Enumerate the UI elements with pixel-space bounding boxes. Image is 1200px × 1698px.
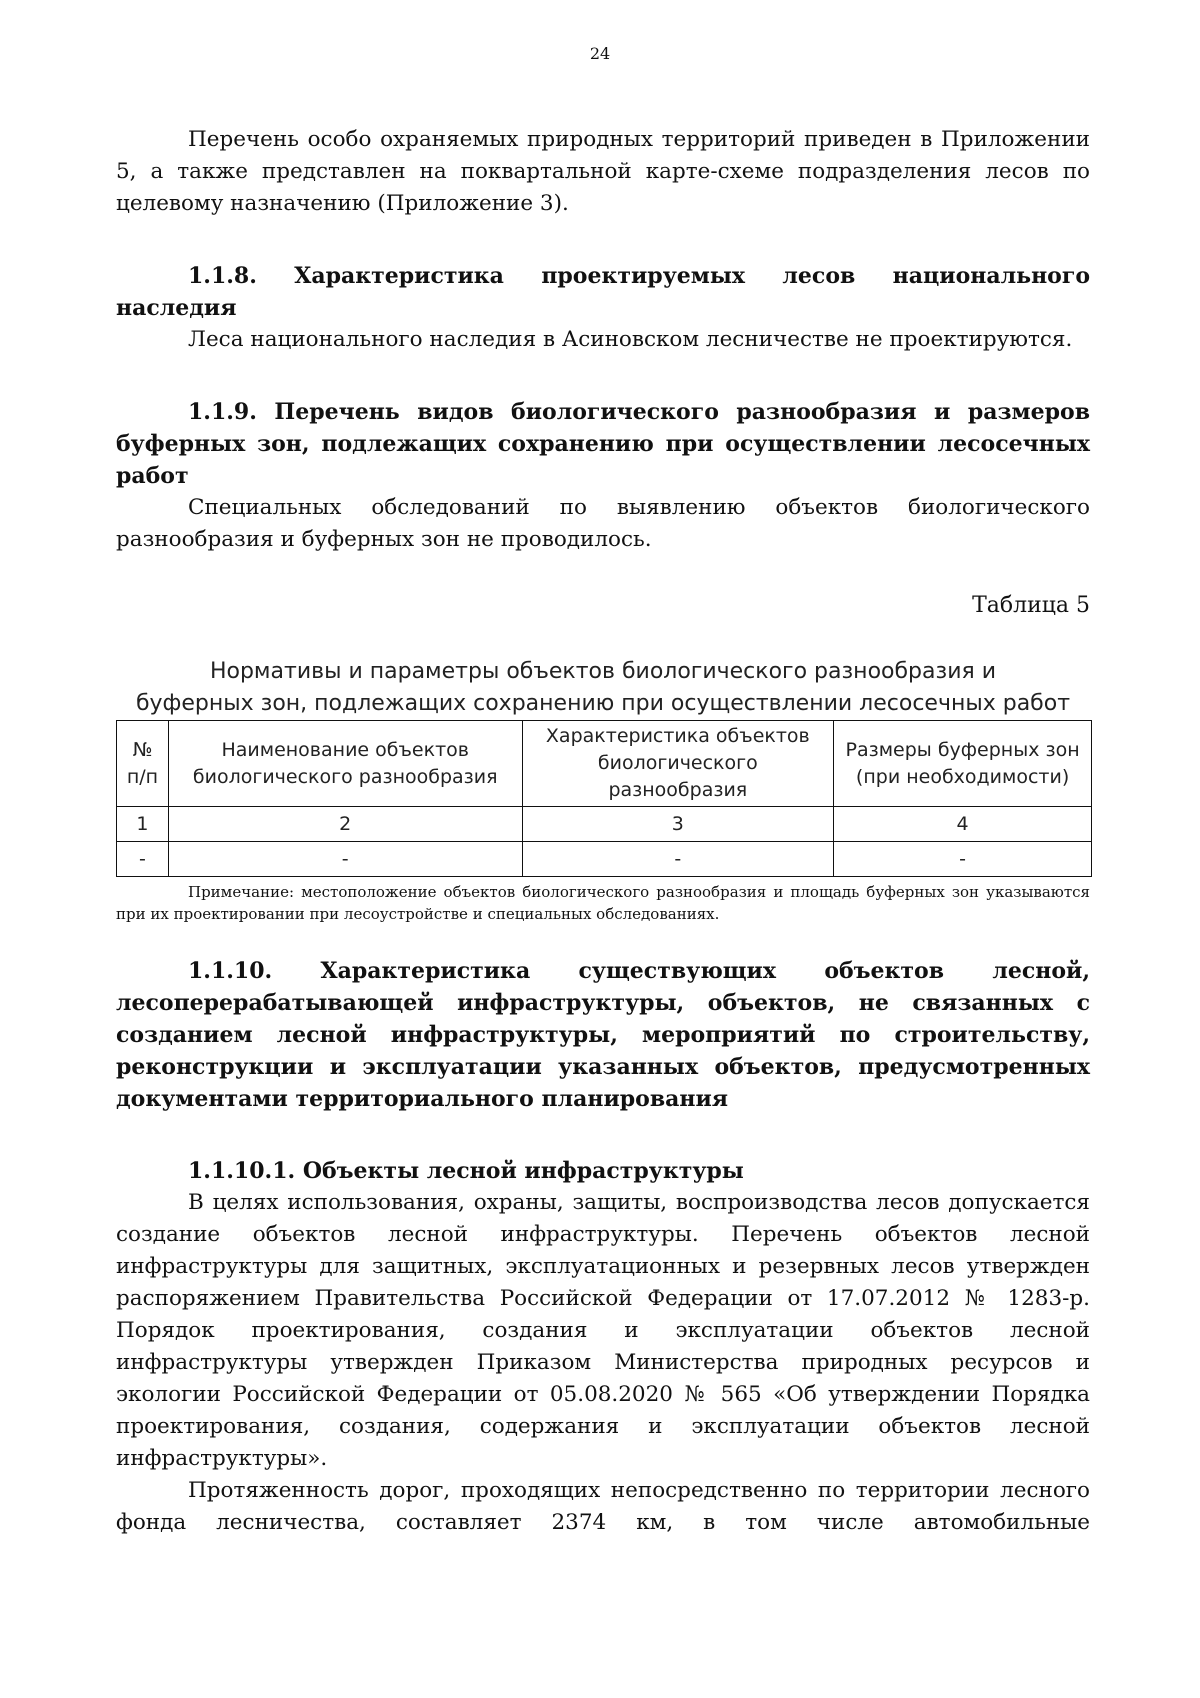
heading-1-1-10-1: 1.1.10.1. Объекты лесной инфраструктуры [188,1158,744,1184]
table-label: Таблица 5 [972,593,1090,618]
table-cell: 3 [522,807,834,842]
biodiversity-table [116,720,1092,877]
table-header-cell: Размеры буферных зон (при необходимости) [834,721,1092,807]
paragraph-biodiversity-survey: Специальных обследований по выявлению объектов биологического разнообразия и буферных зон не проводилось. [116,495,1090,552]
table-cell: - [117,842,169,877]
table-cell: 1 [117,807,169,842]
paragraph-forest-infrastructure: В целях использования, охраны, защиты, воспроизводства лесов допускается создание объектов лесной инфраструктуры. Перечень объектов лесной инфраструктуры для защитных, эксплуатационных и резервных лесов утвержден распоряжением Правительства Российской Федерации от 17.07.2012 № 1283-р. Порядок проектирования, создания и эксплуатации объектов лесной инфраструктуры утвержден Приказом Министерства природных ресурсов и экологии Российской Федерации от 05.08.2020 № 565 «Об утверждении Порядка проектирования, создания, содержания и эксплуатации объектов лесной инфраструктуры». [116,1190,1090,1471]
heading-1-1-8: 1.1.8. Характеристика проектируемых лесов национального наследия [116,263,1090,321]
table-cell: - [522,842,834,877]
table-row [117,807,1092,842]
table-caption-line-1: Нормативы и параметры объектов биологического разнообразия и [209,659,997,684]
paragraph-national-heritage: Леса национального наследия в Асиновском лесничестве не проектируются. [188,327,1073,352]
table-cell: - [168,842,522,877]
table-header-cell: № п/п [117,721,169,807]
table-note: Примечание: местоположение объектов биологического разнообразия и площадь буферных зон указываются при их проектировании при лесоустройстве и специальных обследованиях. [116,883,1090,923]
table-header-cell: Наименование объектов биологического разнообразия [168,721,522,807]
table-cell: 2 [168,807,522,842]
heading-1-1-9: 1.1.9. Перечень видов биологического разнообразия и размеров буферных зон, подлежащих сохранению при осуществлении лесосечных работ [116,399,1090,489]
table-cell: - [834,842,1092,877]
table-caption-line-2: буферных зон, подлежащих сохранению при осуществлении лесосечных работ [135,691,1071,716]
table-header-row [117,721,1092,807]
paragraph-roads: Протяженность дорог, проходящих непосредственно по территории лесного фонда лесничества, составляет 2374 км, в том числе автомобильные [116,1478,1090,1535]
document-body [116,124,1090,1539]
table-header-cell: Характеристика объектов биологического разнообразия [522,721,834,807]
table-caption [116,656,1090,720]
paragraph-protected-areas: Перечень особо охраняемых природных территорий приведен в Приложении 5, а также представлен на поквартальной карте-схеме подразделения лесов по целевому назначению (Приложение 3). [116,127,1090,216]
heading-1-1-10: 1.1.10. Характеристика существующих объектов лесной, лесоперерабатывающей инфраструктуры, объектов, не связанных с созданием лесной инфраструктуры, мероприятий по строительству, реконструкции и эксплуатации указанных объектов, предусмотренных документами территориального планирования [116,958,1090,1112]
table-cell: 4 [834,807,1092,842]
page-number: 24 [589,44,611,63]
table-row [117,842,1092,877]
